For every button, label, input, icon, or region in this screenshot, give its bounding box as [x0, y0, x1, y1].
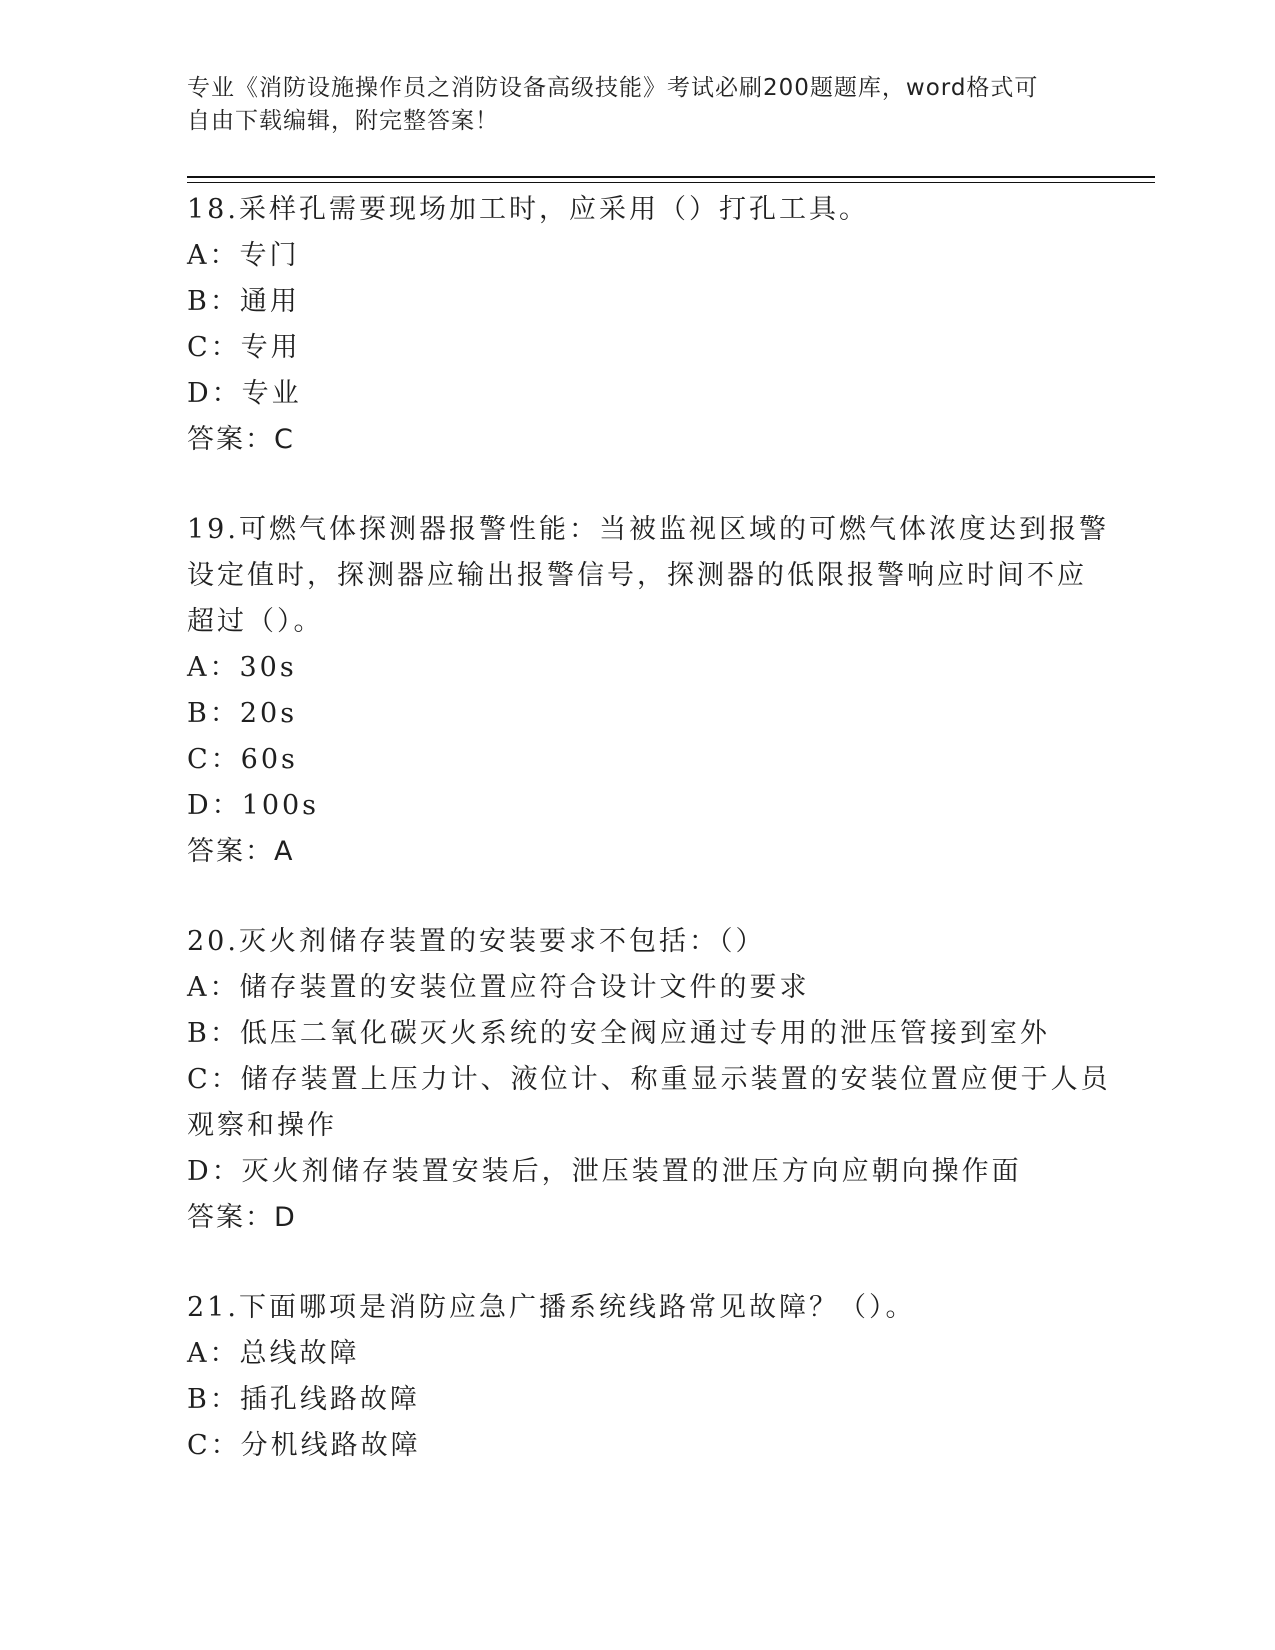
question-stem: 21.下面哪项是消防应急广播系统线路常见故障？（）。	[187, 1292, 916, 1323]
option-a: A：专门	[187, 240, 300, 271]
question-stem: 19.可燃气体探测器报警性能：当被监视区域的可燃气体浓度达到报警	[187, 514, 1109, 545]
question-list	[187, 187, 1111, 1469]
header-divider-thin	[187, 182, 1155, 183]
header-line-2: 自由下载编辑，附完整答案！	[187, 108, 499, 134]
option-c: C：60s	[187, 744, 298, 775]
question-21	[187, 1285, 1087, 1469]
question-spacer	[187, 875, 1087, 919]
header-divider-thick	[187, 176, 1155, 178]
question-stem-continued: 超过（）。	[187, 606, 324, 637]
option-d: D：灭火剂储存装置安装后，泄压装置的泄压方向应朝向操作面	[187, 1156, 1022, 1187]
option-b: B：低压二氧化碳灭火系统的安全阀应通过专用的泄压管接到室外	[187, 1018, 1050, 1049]
header-line-1: 专业《消防设施操作员之消防设备高级技能》考试必刷200题题库，word格式可	[187, 75, 1039, 101]
option-b: B：插孔线路故障	[187, 1384, 420, 1415]
document-header	[187, 72, 1087, 138]
option-d: D：专业	[187, 378, 302, 409]
question-spacer	[187, 463, 1087, 507]
option-a: A：储存装置的安装位置应符合设计文件的要求	[187, 972, 810, 1003]
answer-line: 答案：C	[187, 424, 295, 455]
question-18	[187, 187, 1087, 463]
option-b: B：20s	[187, 698, 298, 729]
option-a: A：总线故障	[187, 1338, 360, 1369]
answer-line: 答案：D	[187, 1202, 297, 1233]
option-c-continued: 观察和操作	[187, 1110, 337, 1141]
question-stem-continued: 设定值时，探测器应输出报警信号，探测器的低限报警响应时间不应	[187, 560, 1087, 591]
question-spacer	[187, 1241, 1087, 1285]
option-c: C：储存装置上压力计、液位计、称重显示装置的安装位置应便于人员	[187, 1064, 1111, 1095]
question-20	[187, 919, 1111, 1241]
option-c: C：专用	[187, 332, 301, 363]
option-a: A：30s	[187, 652, 297, 683]
option-d: D：100s	[187, 790, 320, 821]
option-c: C：分机线路故障	[187, 1430, 421, 1461]
question-19	[187, 507, 1109, 875]
question-stem: 18.采样孔需要现场加工时，应采用（）打孔工具。	[187, 194, 869, 225]
question-stem: 20.灭火剂储存装置的安装要求不包括：（）	[187, 926, 766, 957]
answer-line: 答案：A	[187, 836, 295, 867]
option-b: B：通用	[187, 286, 300, 317]
